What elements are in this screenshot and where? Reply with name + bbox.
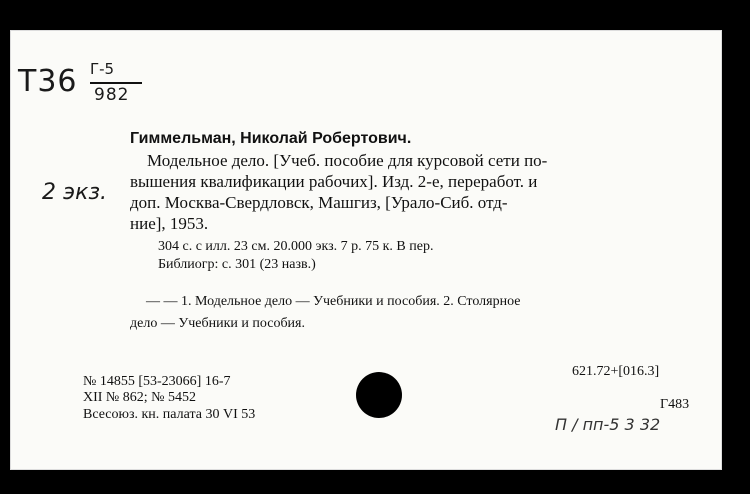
registration-line: Всесоюз. кн. палата 30 VI 53 bbox=[83, 407, 256, 422]
udc-classification: 621.72+[016.3] bbox=[572, 364, 660, 379]
title-line: Модельное дело. [Учеб. пособие для курсовой сети по- bbox=[147, 151, 548, 170]
registration-line: XII № 862; № 5452 bbox=[83, 390, 197, 405]
handwritten-copies-note: 2 экз. bbox=[42, 180, 108, 205]
call-number-divider bbox=[90, 82, 142, 84]
subject-line: дело — Учебники и пособия. bbox=[130, 316, 305, 331]
catalog-card bbox=[10, 30, 722, 470]
title-line: вышения квалификации рабочих]. Изд. 2-е, переработ. и bbox=[130, 172, 538, 191]
author-mark: Г483 bbox=[660, 397, 690, 412]
collation-line: 304 с. с илл. 23 см. 20.000 экз. 7 р. 75 к. В пер. bbox=[158, 239, 434, 254]
title-line: доп. Москва-Свердловск, Машгиз, [Урало-Сиб. отд- bbox=[130, 193, 508, 212]
collation-line: Библиогр: с. 301 (23 назв.) bbox=[158, 257, 316, 272]
title-line: ние], 1953. bbox=[130, 214, 209, 233]
author-heading: Гиммельман, Николай Робертович. bbox=[130, 130, 412, 147]
card-punch-hole bbox=[356, 372, 402, 418]
call-number-main: T36 bbox=[18, 64, 78, 99]
call-number-top: Г-5 bbox=[90, 60, 115, 78]
call-number-bottom: 982 bbox=[94, 85, 130, 105]
handwritten-shelf-note: П / пп-5 3 32 bbox=[555, 415, 661, 434]
subject-line: — — 1. Модельное дело — Учебники и пособия. 2. Столярное bbox=[146, 294, 521, 309]
registration-line: № 14855 [53-23066] 16-7 bbox=[83, 374, 231, 389]
